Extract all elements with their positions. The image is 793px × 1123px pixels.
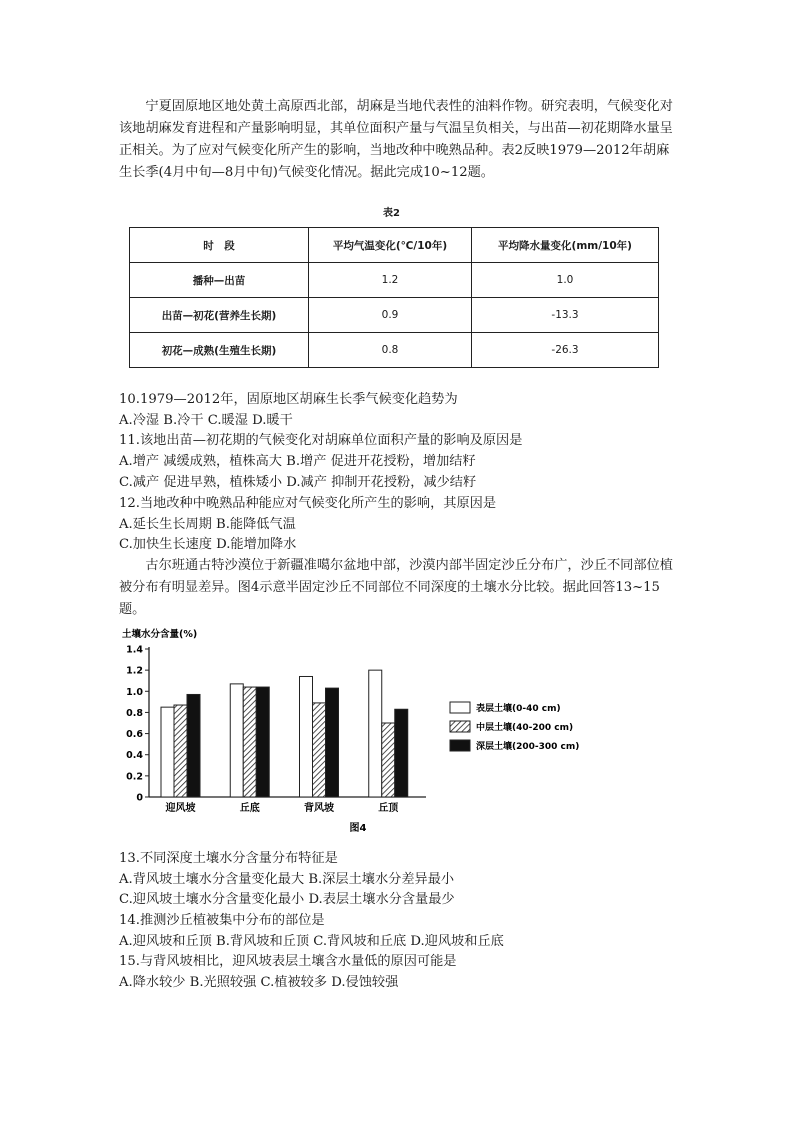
y-tick-label: 0.2 bbox=[126, 771, 143, 783]
bar bbox=[326, 688, 339, 797]
bar bbox=[300, 676, 313, 797]
header-temp: 平均气温变化(℃/10年) bbox=[309, 228, 472, 263]
table-header-row bbox=[130, 228, 659, 263]
cell-temp: 1.2 bbox=[309, 263, 472, 298]
q15-options: A.降水较少 B.光照较强 C.植被较多 D.侵蚀较强 bbox=[119, 975, 399, 990]
bar bbox=[230, 684, 243, 797]
table-row bbox=[130, 263, 659, 298]
q15-stem: 15.与背风坡相比，迎风坡表层土壤含水量低的原因可能是 bbox=[119, 954, 457, 969]
x-tick-label: 迎风坡 bbox=[165, 803, 196, 814]
header-period: 时 段 bbox=[130, 228, 309, 263]
q13-options-2: C.迎风坡土壤水分含量变化最小 D.表层土壤水分含量最少 bbox=[119, 892, 455, 907]
bar bbox=[395, 709, 408, 797]
q11-options-2: C.减产 促进早熟，植株矮小 D.减产 抑制开花授粉，减少结籽 bbox=[119, 475, 477, 490]
y-axis-title: 土壤水分含量(%) bbox=[122, 629, 198, 640]
bar bbox=[382, 723, 395, 797]
legend-swatch bbox=[450, 721, 470, 732]
y-tick-label: 0.8 bbox=[126, 707, 143, 719]
q12-stem: 12.当地改种中晚熟品种能应对气候变化所产生的影响，其原因是 bbox=[119, 496, 497, 511]
y-tick-label: 1.2 bbox=[126, 665, 143, 677]
bar bbox=[187, 694, 200, 797]
bar bbox=[161, 707, 174, 797]
cell-precip: -13.3 bbox=[472, 298, 659, 333]
bar bbox=[313, 703, 326, 797]
bar bbox=[256, 687, 269, 797]
y-tick-label: 0.6 bbox=[126, 729, 143, 741]
climate-table bbox=[129, 227, 659, 368]
y-tick-label: 1.4 bbox=[126, 644, 143, 656]
q11-options-1: A.增产 减缓成熟，植株高大 B.增产 促进开花授粉，增加结籽 bbox=[119, 454, 476, 469]
q12-options-2: C.加快生长速度 D.能增加降水 bbox=[119, 537, 297, 552]
table-row bbox=[130, 298, 659, 333]
q14-stem: 14.推测沙丘植被集中分布的部位是 bbox=[119, 913, 325, 928]
passage-2: 古尔班通古特沙漠位于新疆准噶尔盆地中部，沙漠内部半固定沙丘分布广，沙丘不同部位植被分布有明显差异。图4示意半固定沙丘不同部位不同深度的土壤水分比较。据此回答13~15题。 bbox=[119, 558, 673, 617]
table-row bbox=[130, 333, 659, 368]
soil-moisture-chart bbox=[118, 628, 618, 834]
figure-caption: 图4 bbox=[349, 823, 367, 834]
legend-label: 深层土壤(200-300 cm) bbox=[476, 742, 580, 752]
y-tick-label: 0.4 bbox=[126, 750, 143, 762]
passage-1: 宁夏固原地区地处黄土高原西北部，胡麻是当地代表性的油料作物。研究表明，气候变化对该地胡麻发育进程和产量影响明显，其单位面积产量与气温呈负相关，与出苗—初花期降水量呈正相关。为了应对气候变化所产生的影响，当地改种中晚熟品种。表2反映1979—2012年胡麻生长季(4月中旬—8月中旬)气候变化情况。据此完成10~12题。 bbox=[119, 99, 673, 180]
bar bbox=[243, 687, 256, 797]
x-tick-label: 丘顶 bbox=[378, 803, 399, 814]
y-tick-label: 1.0 bbox=[126, 686, 143, 698]
q13-options-1: A.背风坡土壤水分含量变化最大 B.深层土壤水分差异最小 bbox=[119, 872, 455, 887]
q11-stem: 11.该地出苗—初花期的气候变化对胡麻单位面积产量的影响及原因是 bbox=[119, 433, 523, 448]
cell-period: 播种—出苗 bbox=[130, 263, 309, 298]
q13-stem: 13.不同深度土壤水分含量分布特征是 bbox=[119, 851, 338, 866]
table-caption: 表2 bbox=[383, 208, 400, 219]
bar bbox=[174, 705, 187, 797]
cell-temp: 0.8 bbox=[309, 333, 472, 368]
x-tick-label: 丘底 bbox=[239, 803, 260, 814]
legend-label: 中层土壤(40-200 cm) bbox=[476, 723, 574, 733]
cell-precip: 1.0 bbox=[472, 263, 659, 298]
y-tick-label: 0 bbox=[136, 792, 143, 804]
cell-temp: 0.9 bbox=[309, 298, 472, 333]
legend-label: 表层土壤(0-40 cm) bbox=[476, 704, 561, 714]
bar bbox=[369, 670, 382, 797]
x-tick-label: 背风坡 bbox=[304, 803, 334, 814]
legend-swatch bbox=[450, 702, 470, 713]
q10-options: A.冷湿 B.冷干 C.暖湿 D.暖干 bbox=[119, 413, 293, 428]
q14-options: A.迎风坡和丘顶 B.背风坡和丘顶 C.背风坡和丘底 D.迎风坡和丘底 bbox=[119, 934, 504, 949]
legend-swatch bbox=[450, 740, 470, 751]
q12-options-1: A.延长生长周期 B.能降低气温 bbox=[119, 517, 296, 532]
header-precip: 平均降水量变化(mm/10年) bbox=[472, 228, 659, 263]
q10-stem: 10.1979—2012年，固原地区胡麻生长季气候变化趋势为 bbox=[119, 392, 458, 407]
cell-period: 初花—成熟(生殖生长期) bbox=[130, 333, 309, 368]
cell-period: 出苗—初花(营养生长期) bbox=[130, 298, 309, 333]
cell-precip: -26.3 bbox=[472, 333, 659, 368]
